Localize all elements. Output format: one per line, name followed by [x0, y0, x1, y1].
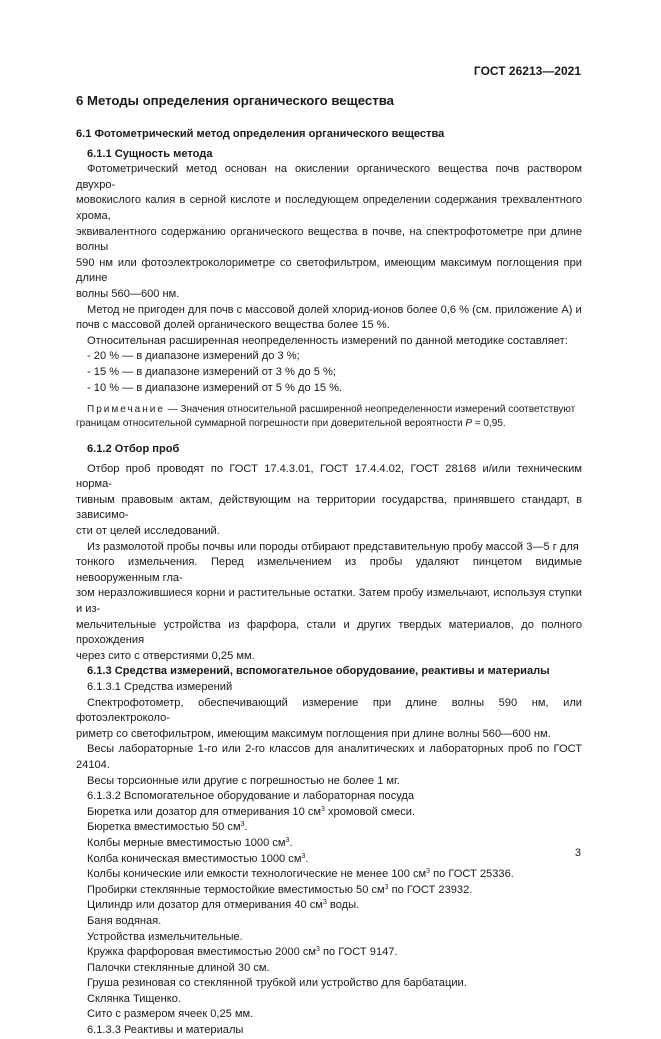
subsection-6-1-3-heading: 6.1.3 Средства измерений, вспомогательное оборудование, реактивы и материалы — [87, 665, 550, 678]
list-item: - 20 % — в диапазоне измерений до 3 %; — [87, 350, 300, 363]
equipment-item: Склянка Тищенко. — [87, 992, 181, 1005]
note-line: границам относительной суммарной погрешности при доверительной вероятности P = 0,95. — [76, 418, 506, 430]
subsection-6-1-3-3-heading: 6.1.3.3 Реактивы и материалы — [87, 1024, 244, 1037]
uncertainty-list — [76, 349, 582, 396]
equipment-item: Колба коническая вместимостью 1000 $см^3$. — [87, 852, 309, 865]
text-line: тонкого измельчения. Перед измельчением из пробы удаляют пинцетом видимые невооруженным гла- — [76, 556, 582, 584]
text-line: риметр со светофильтром, имеющим максимум поглощения при длине волны 560—600 нм. — [76, 727, 551, 740]
text-line: сти от целей исследований. — [76, 525, 220, 538]
text-line: зом неразложившиеся корни и растительные остатки. Затем пробу измельчают, используя ступки и из- — [76, 587, 582, 616]
text-line: почв с массовой долей органического вещества более 15 %. — [76, 319, 390, 332]
grinding-paragraph — [76, 540, 582, 665]
subsection-6-1-3-2-heading: 6.1.3.2 Вспомогательное оборудование и лабораторная посуда — [87, 790, 415, 803]
equipment-item: Палочки стеклянные длиной 30 см. — [87, 961, 270, 974]
text-line: тивным правовым актам, действующим на территории государства, принявшего стандарт, в зависимо- — [76, 493, 582, 522]
subsection-6-1-1-heading: 6.1.1 Сущность метода — [87, 147, 213, 160]
text-line: Метод не пригоден для почв с массовой долей хлорид-ионов более 0,6 % (см. приложение А) и — [87, 303, 582, 316]
text-line: Спектрофотометр, обеспечивающий измерение при длине волны 590 нм, или фотоэлектроколо- — [76, 696, 582, 725]
document-body — [76, 92, 582, 1039]
section-title: 6 Методы определения органического вещества — [76, 93, 394, 108]
equipment-item: Колбы мерные вместимостью 1000 $см^3$. — [87, 836, 293, 849]
text-line: волны 560—600 нм. — [76, 287, 180, 300]
note-label: Примечание — [87, 404, 165, 416]
equipment-item: Устройства измельчительные. — [87, 930, 243, 943]
text-line: 590 нм или фотоэлектроколориметре со светофильтром, имеющим максимум поглощения при длине — [76, 256, 582, 285]
equipment-item: Цилиндр или дозатор для отмеривания 40 $см^3$ воды. — [87, 899, 360, 912]
equipment-item: Колбы конические или емкости технологические не менее 100 $см^3$ по ГОСТ 25336. — [87, 868, 514, 881]
uncertainty-paragraph: Относительная расширенная неопределенность измерений по данной методике составляет: — [87, 334, 568, 347]
equipment-item: Бюретка вместимостью 50 $см^3$. — [87, 821, 248, 834]
equipment-item: Баня водяная. — [87, 914, 162, 927]
equipment-item: Кружка фарфоровая вместимостью 2000 $см^3$ по ГОСТ 9147. — [87, 946, 398, 959]
text-line: эквивалентного содержанию органического вещества в почве, на спектрофотометре при длине волны — [76, 225, 582, 254]
equipment-item: Пробирки стеклянные термостойкие вместимостью 50 $см^3$ по ГОСТ 23932. — [87, 883, 473, 896]
essence-paragraph — [76, 162, 582, 302]
equipment-item: Бюретка или дозатор для отмеривания 10 $см^3$ хромовой смеси. — [87, 805, 416, 818]
note-line: Примечание — Значения относительной расширенной неопределенности измерений соответствуют — [87, 404, 576, 416]
subsection-6-1-heading: 6.1 Фотометрический метод определения органического вещества — [76, 128, 445, 140]
scales-line: Весы торсионные или другие с погрешностью не более 1 мг. — [87, 774, 400, 787]
text-line: Фотометрический метод основан на окислении органического вещества почв раствором двухро- — [76, 163, 582, 191]
spectrophotometer-paragraph — [76, 696, 582, 743]
scales-line: Весы лабораторные 1-го или 2-го классов для аналитических и лабораторных проб по ГОСТ 24104. — [76, 743, 582, 771]
sampling-paragraph — [76, 462, 582, 540]
unsuitable-paragraph — [76, 303, 582, 334]
equipment-list — [76, 805, 582, 1023]
subsection-6-1-3-1-heading: 6.1.3.1 Средства измерений — [87, 681, 233, 693]
text-line: мовокислого калия в серной кислоте и последующем определении содержания трехвалентного хрома, — [76, 194, 582, 222]
equipment-item: Груша резиновая со стеклянной трубкой или устройство для барбатации. — [87, 977, 467, 990]
text-line: мельчительные устройства из фарфора, стали и других твердых материалов, до полного прохождения — [76, 618, 582, 647]
page-number: 3 — [574, 847, 581, 859]
note — [76, 403, 582, 431]
subsection-6-1-2-heading: 6.1.2 Отбор проб — [87, 443, 180, 456]
text-line: через сито с отверстиями 0,25 мм. — [76, 649, 255, 662]
text-line: Отбор проб проводят по ГОСТ 17.4.3.01, ГОСТ 17.4.4.02, ГОСТ 28168 и/или техническим норма- — [76, 462, 582, 491]
equipment-item: Сито с размером ячеек 0,25 мм. — [87, 1008, 254, 1021]
text-line: Из размолотой пробы почвы или породы отбирают представительную пробу массой 3—5 г для — [87, 540, 579, 553]
list-item: - 15 % — в диапазоне измерений от 3 % до 5 %; — [87, 365, 336, 378]
standard-number: ГОСТ 26213—2021 — [473, 64, 581, 78]
list-item: - 10 % — в диапазоне измерений от 5 % до 15 %. — [87, 381, 343, 394]
